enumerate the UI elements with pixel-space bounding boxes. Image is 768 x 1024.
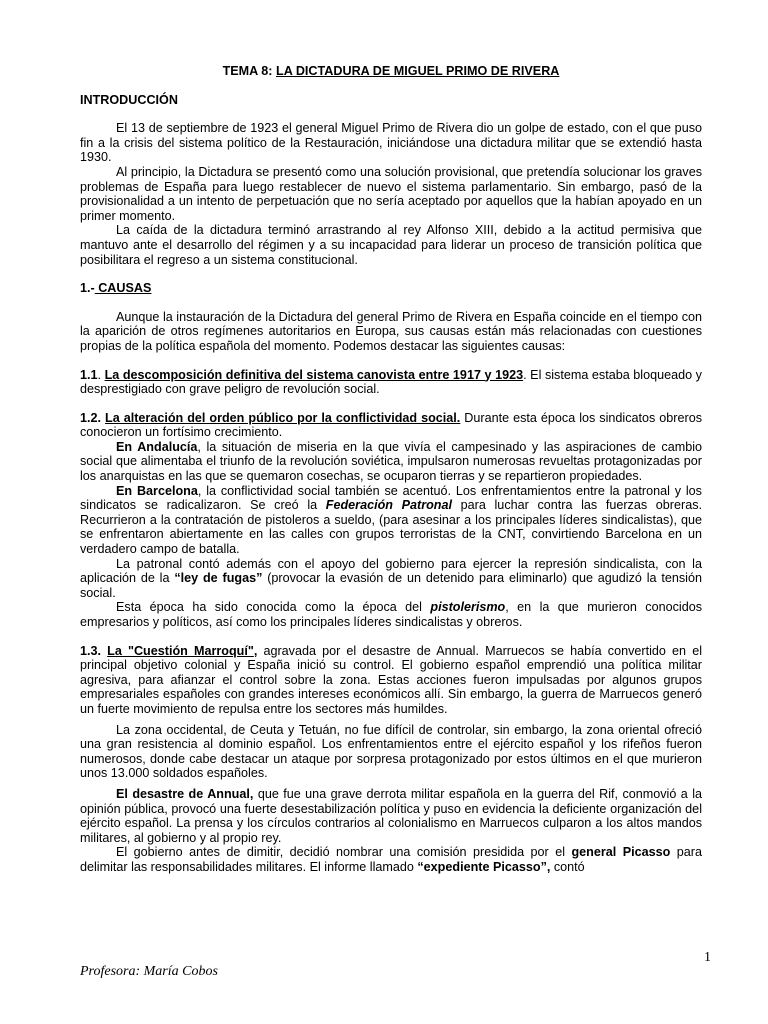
section-1-1-text: . El sistema estaba bloqueado y desprestigiado con grave peligro de revolución social. (80, 367, 702, 397)
title-main: LA DICTADURA DE MIGUEL PRIMO DE RIVERA (276, 64, 560, 78)
annual-paragraph: El desastre de Annual, que fue una grave derrota militar española en la guerra del Rif, conmovió a la opinión pública, provocó una fuerte desestabilización política y puso en evidencia la deficiente organización del ejército español. La prensa y los círculos contrarios al colonialismo en Marruecos culparon a los altos mandos militares, al gobierno y al propio rey. (80, 786, 702, 845)
intro-paragraph-1: El 13 de septiembre de 1923 el general Miguel Primo de Rivera dio un golpe de estado, con el que puso fin a la crisis del sistema político de la Restauración, iniciándose una dictadura militar que se extendió hasta 1930. (80, 121, 702, 165)
intro-paragraph-2: Al principio, la Dictadura se presentó como una solución provisional, que pretendía solucionar los graves problemas de España para luego restablecer de nuevo el sistema parlamentario. Sin embargo, pasó de la provisionalidad a un intento de perpetuación que no sería aceptado por aquellos que la habían apoyado en un primer momento. (80, 164, 702, 223)
section-1-2-text: Durante esta época los sindicatos obreros conocieron un fortísimo crecimiento. (80, 410, 702, 440)
page-number: 1 (704, 950, 711, 965)
causas-paragraph: Aunque la instauración de la Dictadura del general Primo de Rivera en España coincide en el tiempo con la aparición de otros regímenes autoritarios en Europa, sus causas están más relacionadas con cuestiones propias de la política española del momento. Podemos destacar las siguientes causas: (80, 309, 702, 353)
causas-number: 1.- (80, 281, 95, 296)
zona-paragraph: La zona occidental, de Ceuta y Tetuán, no fue difícil de controlar, sin embargo, la zona oriental ofreció una gran resistencia al dominio español. Los enfrentamientos entre el ejército español y los rifeños fueron numerosos, donde cabe destacar un ataque por sorpresa protagonizado por estos últimos en el que murieron unos 13.000 soldados españoles. (80, 722, 702, 781)
intro-paragraph-3: La caída de la dictadura terminó arrastrando al rey Alfonso XIII, debido a la actitud permisiva que mantuvo ante el desarrollo del régimen y a su incapacidad para liderar un proceso de transición política que posibilitara el regreso a un sistema constitucional. (80, 223, 702, 267)
federacion-patronal: Federación Patronal (325, 498, 453, 513)
document-body (80, 64, 702, 875)
intro-heading: INTRODUCCIÓN (80, 92, 178, 107)
section-1-1-heading: La descomposición definitiva del sistema canovista entre 1917 y 1923 (104, 367, 524, 382)
section-1-3: 1.3. La "Cuestión Marroquí", agravada por el desastre de Annual. Marruecos se había convertido en el principal objetivo colonial y España inició su control. El gobierno español emprendió una política militar agresiva, para afianzar el control sobre la zona. Estas acciones fueron impulsadas por algunos grupos empresariales españoles con grandes intereses económicos allí. Sin embargo, la guerra de Marruecos generó un fuerte movimiento de repulsa entre los sectores más humildes. (80, 643, 702, 716)
andalucia-paragraph: En Andalucía, la situación de miseria en la que vivía el campesinado y las aspiraciones de cambio social que alimentaba el triunfo de la revolución soviética, impulsaron numerosas revueltas protagonizadas por los anarquistas en las que se quemaron cosechas, se ocuparon tierras y se repartieron propiedades. (80, 439, 703, 484)
pistolerismo-term: pistolerismo (430, 600, 506, 615)
general-picasso: general Picasso (571, 845, 671, 860)
patronal-paragraph: La patronal contó además con el apoyo del gobierno para ejercer la represión sindicalista, con la aplicación de la “ley de fugas” (provocar la evasión de un detenido para eliminarlo) que agudizó la tensión social. (80, 556, 702, 600)
barcelona-label: En Barcelona (116, 483, 198, 498)
annual-label: El desastre de Annual, (116, 786, 254, 801)
picasso-paragraph: El gobierno antes de dimitir, decidió nombrar una comisión presidida por el general Picasso para delimitar las responsabilidades militares. El informe llamado “expediente Picasso”, contó (80, 845, 702, 874)
causas-title: CAUSAS (94, 281, 152, 296)
section-1-1-number: 1.1 (80, 367, 98, 382)
causas-heading (80, 281, 702, 296)
section-1-2 (80, 411, 702, 440)
section-1-2-heading: La alteración del orden público por la conflictividad social. (105, 410, 461, 425)
section-1-1: 1.1. La descomposición definitiva del sistema canovista entre 1917 y 1923. El sistema estaba bloqueado y desprestigiado con grave peligro de revolución social. (80, 367, 702, 397)
andalucia-label: En Andalucía (116, 439, 198, 454)
expediente-picasso: “expediente Picasso”, (417, 859, 551, 874)
section-1-3-heading: La "Cuestión Marroquí" (107, 643, 254, 658)
document-title (80, 64, 702, 79)
pistolerismo-paragraph: Esta época ha sido conocida como la época del pistolerismo, en la que murieron conocidos empresarios y políticos, así como los principales líderes sindicalistas y obreros. (80, 600, 702, 629)
section-1-3-number: 1.3. (80, 643, 102, 658)
barcelona-paragraph: En Barcelona, la conflictividad social también se acentuó. Los enfrentamientos entre la patronal y los sindicatos se radicalizaron. Se creó la Federación Patronal para luchar contra las fuerzas obreras. Recurrieron a la contratación de pistoleros a sueldo, (para asesinar a los principales líderes sindicalistas), que se enfrentaron abiertamente en las calles con grupos terroristas de la CNT, convirtiendo Barcelona en un verdadero campo de batalla. (80, 483, 702, 557)
title-prefix: TEMA 8: (222, 64, 277, 78)
ley-de-fugas: “ley de fugas” (174, 571, 263, 586)
section-1-3-text: agravada por el desastre de Annual. Marruecos se había convertido en el principal objetivo colonial y España inició su control. El gobierno español emprendió una política militar agresiva, para afianzar el control sobre la zona. Estas acciones fueron impulsadas por algunos grupos empresariales españoles con grandes intereses económicos allí. Sin embargo, la guerra de Marruecos generó un fuerte movimiento de repulsa entre los sectores más humildes. (80, 643, 702, 716)
footer-teacher: Profesora: María Cobos (80, 964, 218, 979)
section-1-2-number: 1.2. (80, 410, 102, 425)
